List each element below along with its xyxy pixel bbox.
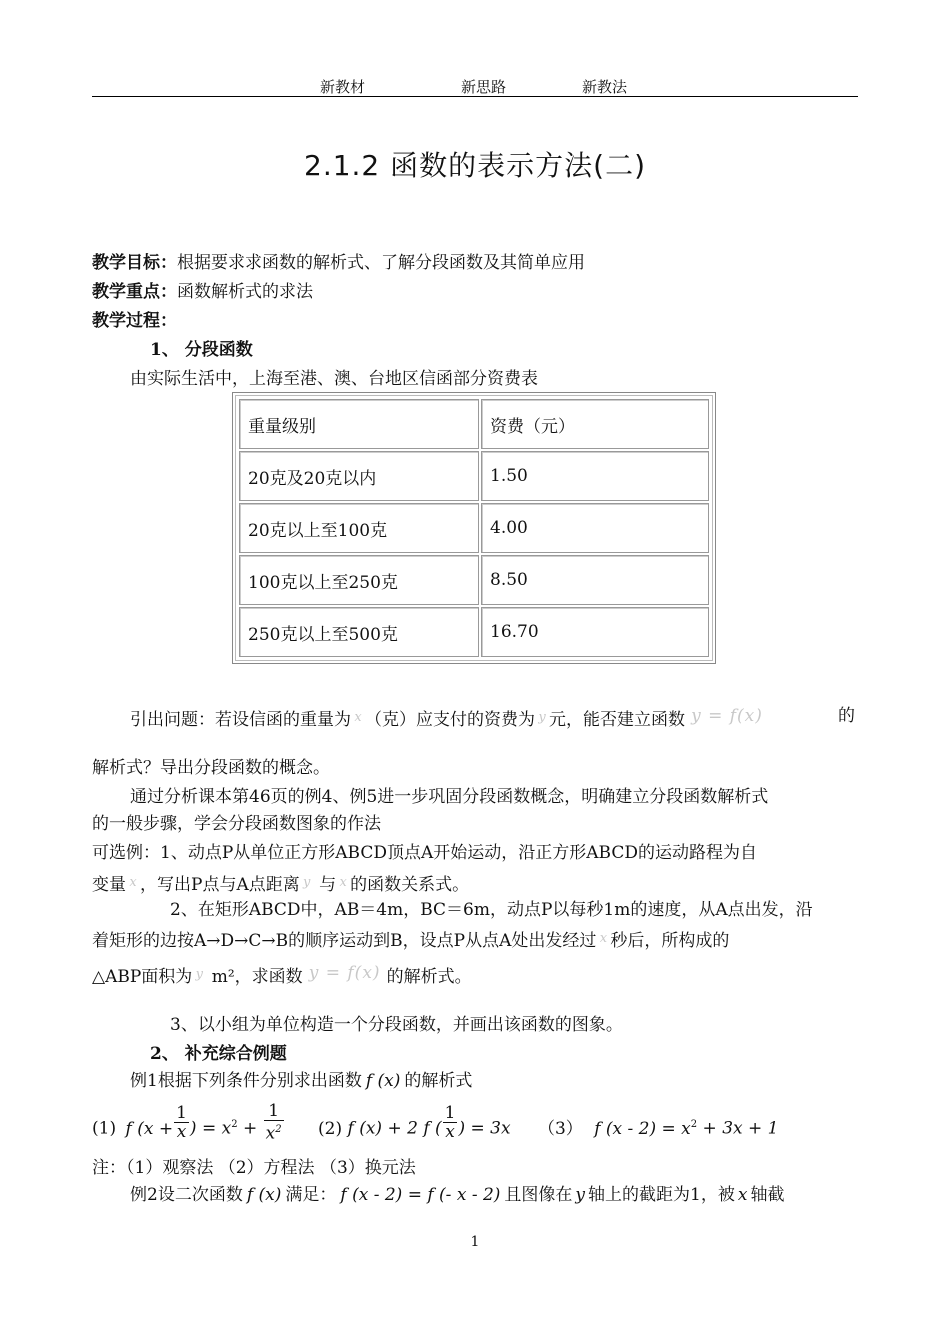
function-image: y = f(x): [308, 963, 381, 983]
table-cell: 1.50: [481, 451, 709, 501]
y-symbol: y: [575, 1185, 586, 1205]
table-cell: 4.00: [481, 503, 709, 553]
table-cell: 20克以上至100克: [239, 503, 479, 553]
table-row: [239, 451, 709, 501]
table-header-row: [239, 399, 709, 449]
fraction-numerator: 1: [264, 1102, 284, 1121]
postage-table: [232, 392, 716, 664]
formula-part: ) = 3x: [458, 1118, 511, 1139]
fx-symbol: f (x): [246, 1185, 282, 1205]
example1-text: 与: [313, 875, 337, 895]
fraction-numerator: 1: [444, 1102, 456, 1123]
formula-part: + 3x + 1: [697, 1118, 779, 1139]
example1-text: ，写出P点与A点距离: [140, 875, 300, 895]
y-variable-image: y: [303, 875, 311, 890]
header-rule: [92, 96, 858, 97]
fraction-numerator: 1: [176, 1102, 187, 1123]
formula-part: f (x - 2) = x: [594, 1118, 691, 1139]
question-text: 元，能否建立函数: [549, 710, 685, 730]
exponent: 2: [690, 1119, 698, 1130]
example1-statement: [130, 1070, 472, 1092]
page-header: [0, 76, 950, 96]
question-text: （克）应支付的资费为: [365, 710, 535, 730]
statement-text: 的解析式: [404, 1071, 473, 1091]
table-header-cell: 重量级别: [239, 399, 479, 449]
table-cell: 16.70: [481, 607, 709, 657]
statement-text: 满足：: [285, 1185, 337, 1205]
example1-text: 的函数关系式。: [350, 875, 470, 895]
example1-line2: [92, 872, 469, 896]
fx-symbol: f (x): [365, 1071, 401, 1091]
example1-text: 变量: [92, 875, 126, 895]
objective-text: 根据要求求函数的解析式、了解分段函数及其简单应用: [177, 253, 585, 273]
x-variable-image: x: [599, 931, 608, 946]
question-text: 的: [838, 706, 855, 726]
example3-text: 3、以小组为单位构造一个分段函数，并画出该函数的图象。: [170, 1015, 623, 1035]
example1-text: 可选例：1、动点P从单位正方形ABCD顶点A开始运动，沿正方形ABCD的运动路程为自: [92, 843, 757, 863]
keypoint-text: 函数解析式的求法: [177, 282, 313, 302]
section2-heading: 2、 补充综合例题: [150, 1044, 287, 1064]
header-item: 新思路: [461, 78, 507, 96]
condition-formula: f (x - 2) = f (- x - 2): [340, 1185, 501, 1205]
exponent: 2: [275, 1123, 282, 1135]
method-note: 注：（1）观察法 （2）方程法 （3）换元法: [92, 1158, 416, 1178]
fraction: [174, 1104, 189, 1141]
example2-text: 的解析式。: [386, 967, 472, 987]
denominator-base: x: [265, 1123, 276, 1144]
header-item: 新教材: [320, 78, 366, 96]
question-text: 引出问题：若设信函的重量为: [130, 710, 351, 730]
fraction-denominator: x: [176, 1121, 187, 1142]
question-paragraph: [130, 705, 769, 731]
page-number: 1: [470, 1234, 480, 1250]
table-row: [239, 607, 709, 657]
formula-part: f (x) + 2 f (: [347, 1118, 442, 1139]
analysis-text: 的一般步骤，学会分段函数图象的作法: [92, 814, 381, 834]
example2-text: m²，求函数: [206, 967, 303, 987]
formula-part: +: [237, 1118, 258, 1139]
y-variable-image: y: [195, 967, 203, 982]
fraction: [443, 1104, 458, 1141]
example2-line2: [92, 928, 729, 952]
function-image: y = f(x): [691, 706, 763, 726]
formula-part: f (x +: [125, 1118, 174, 1139]
x-variable-image: x: [129, 875, 137, 890]
keypoint-label: 教学重点：: [92, 282, 177, 302]
x-variable-image: x: [339, 875, 347, 890]
exponent: 2: [231, 1119, 238, 1130]
section1-heading: 1、 分段函数: [150, 340, 253, 360]
formula-label: (1): [92, 1118, 117, 1139]
example2-text: 秒后，所构成的: [610, 931, 730, 951]
statement-text: 例2设二次函数: [130, 1185, 243, 1205]
example2-text: 着矩形的边按A→D→C→B的顺序运动到B，设点P从点A处出发经过: [92, 931, 597, 951]
document-title: 2.1.2 函数的表示方法(二): [304, 149, 646, 182]
table-cell: 8.50: [481, 555, 709, 605]
table-row: [239, 503, 709, 553]
question-text: 解析式？导出分段函数的概念。: [92, 758, 330, 778]
y-variable-image: y: [538, 710, 546, 725]
statement-text: 例1根据下列条件分别求出函数: [130, 1071, 362, 1091]
table-cell: 100克以上至250克: [239, 555, 479, 605]
analysis-text: 通过分析课本第46页的例4、例5进一步巩固分段函数概念，明确建立分段函数解析式: [130, 787, 769, 807]
section1-intro: 由实际生活中，上海至港、澳、台地区信函部分资费表: [130, 369, 538, 389]
teaching-keypoint: [92, 281, 313, 303]
statement-text: 且图像在: [504, 1185, 573, 1205]
example2-line3: [92, 962, 472, 988]
teaching-objective: [92, 252, 585, 274]
process-label: 教学过程：: [92, 311, 177, 331]
table-cell: 20克及20克以内: [239, 451, 479, 501]
header-item: 新教法: [582, 78, 628, 96]
example2-text: 2、在矩形ABCD中，AB＝4m，BC＝6m，动点P以每秒1m的速度，从A点出发，沿: [170, 900, 813, 920]
fraction-denominator: x: [445, 1121, 455, 1142]
example2-statement: [130, 1184, 784, 1206]
example1-formulas: [92, 1100, 779, 1144]
example2-text: △ABP面积为: [92, 967, 193, 987]
statement-text: 轴截: [750, 1185, 785, 1205]
formula-label: （3）: [537, 1118, 583, 1139]
objective-label: 教学目标：: [92, 253, 177, 273]
table-row: [239, 555, 709, 605]
x-symbol: x: [737, 1185, 748, 1205]
x-variable-image: x: [354, 710, 362, 725]
statement-text: 轴上的截距为1，被: [588, 1185, 735, 1205]
fraction: [264, 1102, 284, 1143]
table-header-cell: 资费（元）: [481, 399, 709, 449]
table-cell: 250克以上至500克: [239, 607, 479, 657]
formula-label: (2): [318, 1118, 343, 1139]
formula-part: ) = x: [189, 1118, 232, 1139]
fraction-denominator: [264, 1121, 284, 1143]
